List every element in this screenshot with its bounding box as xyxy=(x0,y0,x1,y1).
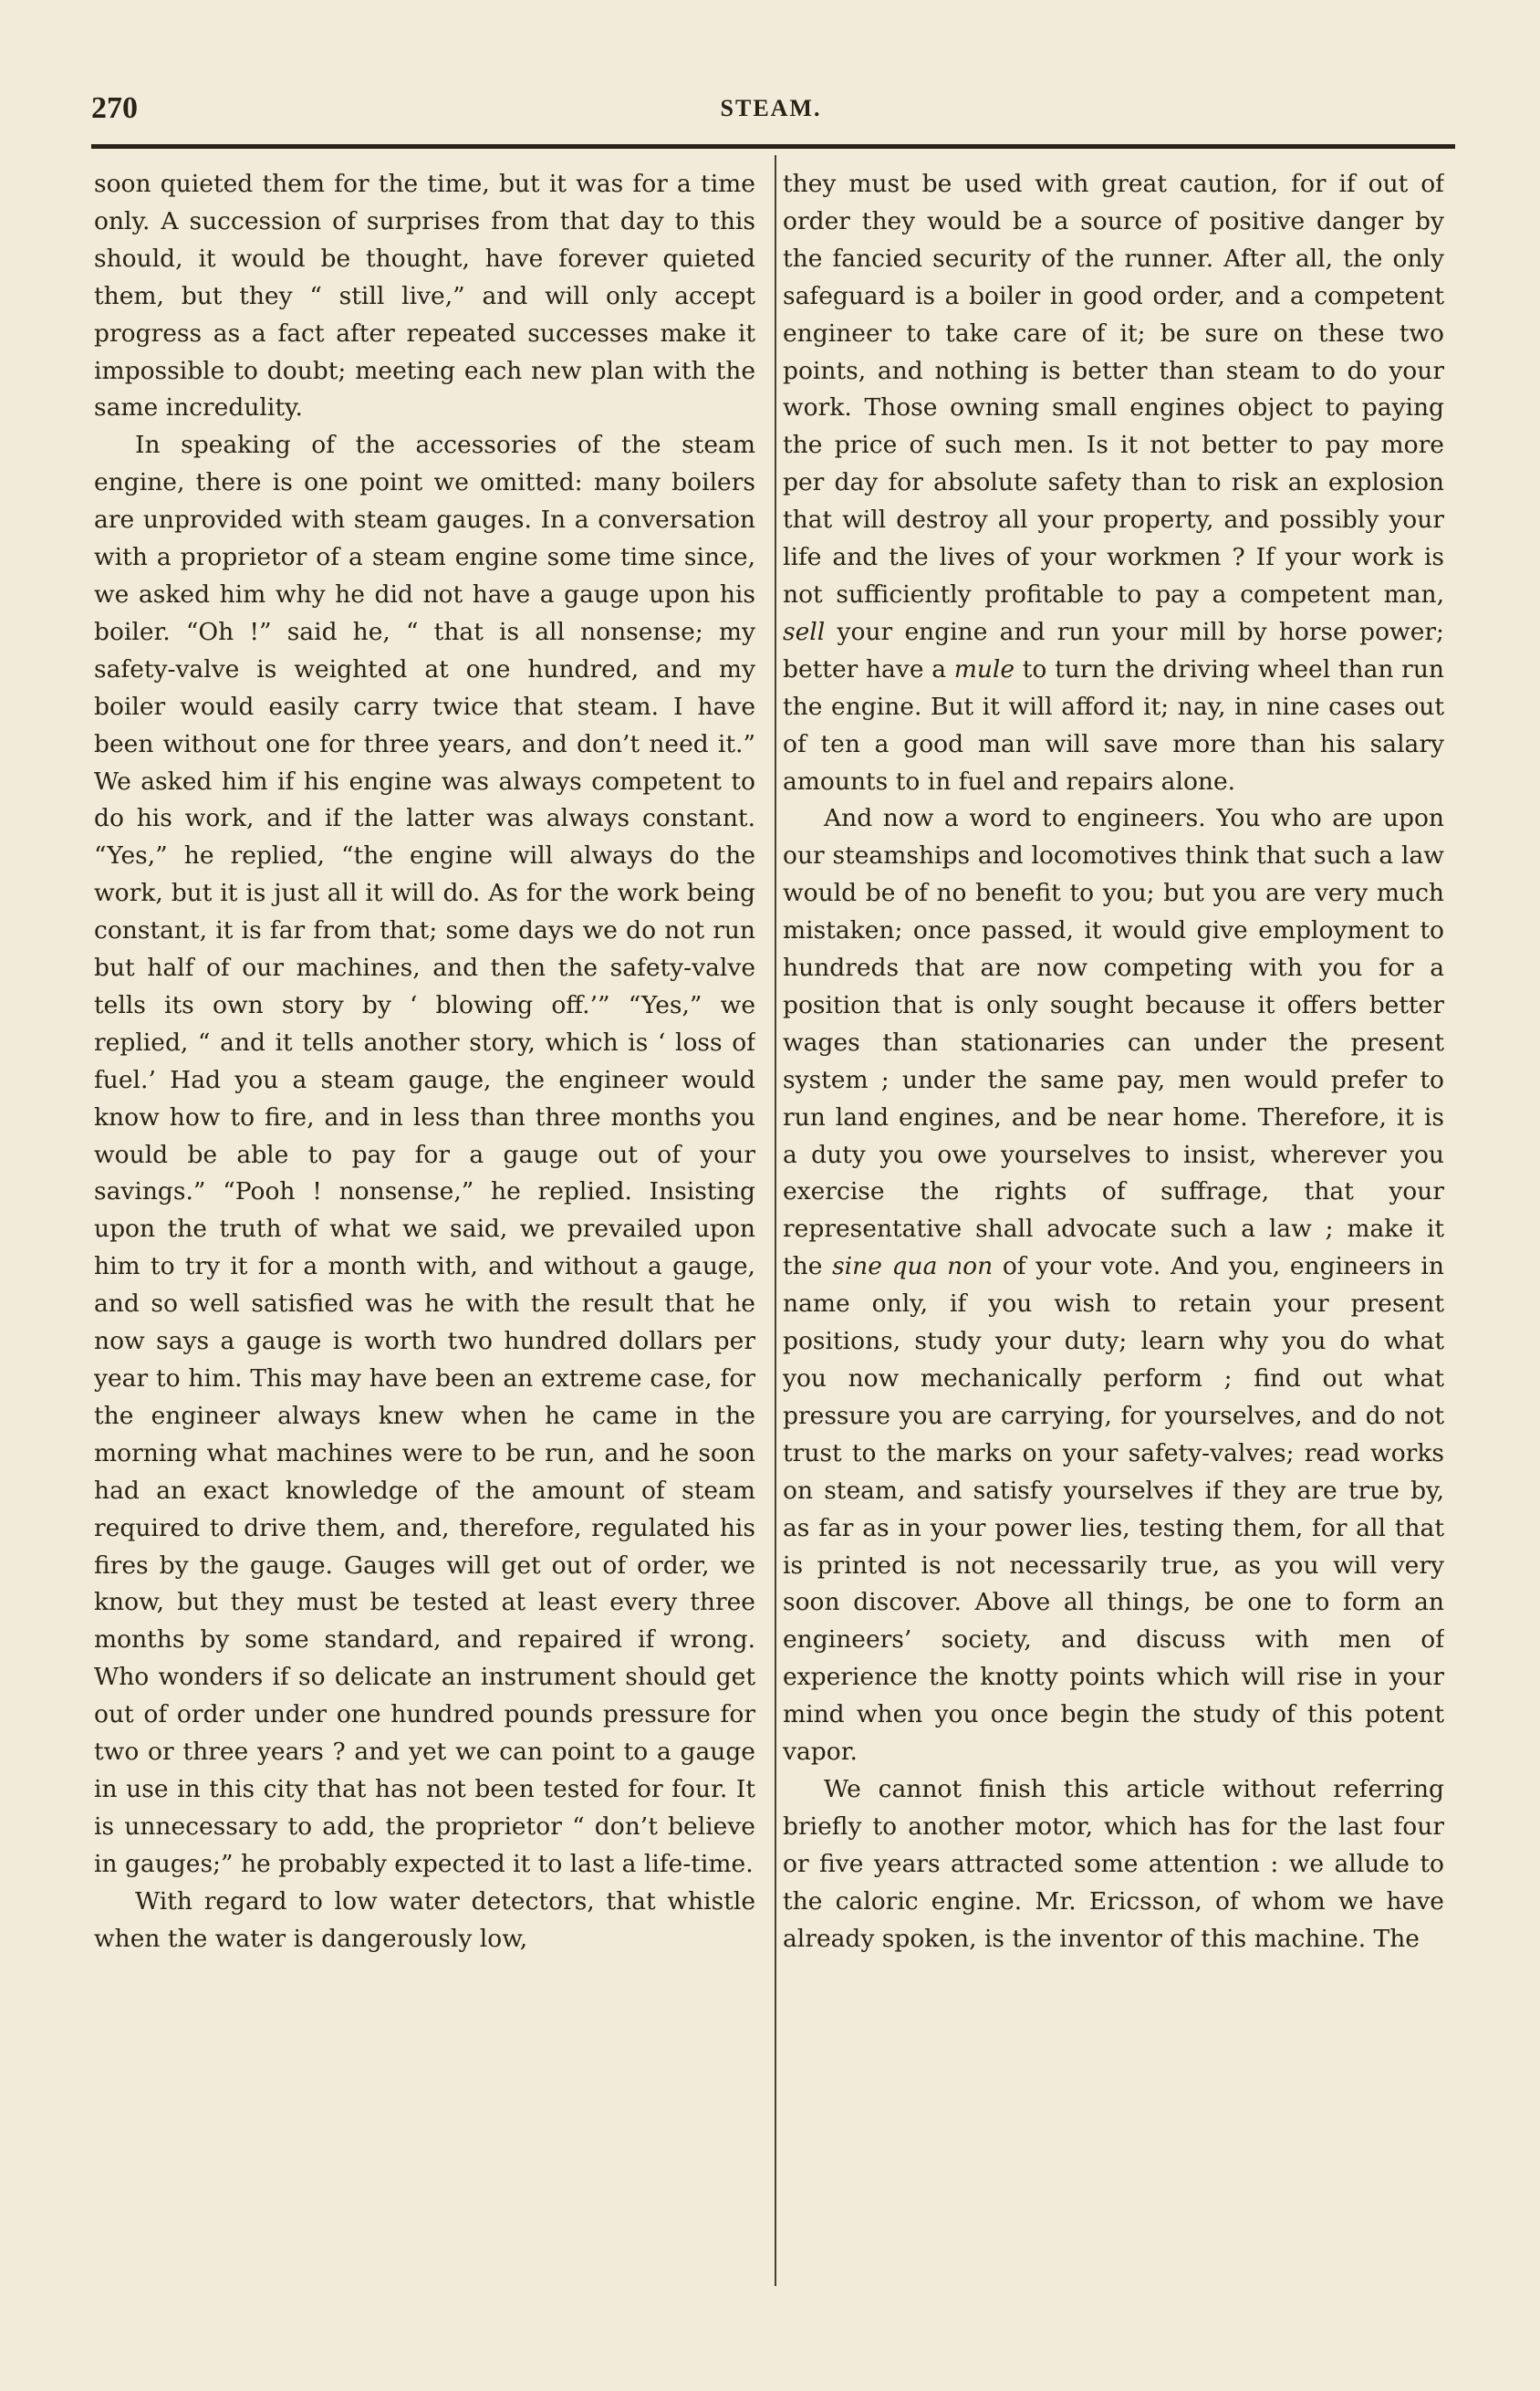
page-number: 270 xyxy=(91,91,138,125)
column-divider xyxy=(775,155,776,2286)
left-paragraph-2: In speaking of the accessories of the steam engine, there is one point we omitted: many boilers are unprovided with steam gauges. In a conversation with a proprietor of a steam engine some time since, we asked him why he did not have a gauge upon his boiler. “Oh !” said he, “ that is all nonsense; my safety-valve is weighted at one hundred, and my boiler would easily carry twice that steam. I have been without one for three years, and don’t need it.” We asked him if his engine was always competent to do his work, and if the latter was always constant. “Yes,” he replied, “the engine will always do the work, but it is just all it will do. As for the work being constant, it is far from that; some days we do not run but half of our machines, and then the safety-valve tells its own story by ‘ blowing off.’” “Yes,” we replied, “ and it tells another story, which is ‘ loss of fuel.’ Had you a steam gauge, the engineer would know how to fire, and in less than three months you would be able to pay for a gauge out of your savings.” “Pooh ! nonsense,” he replied. Insisting upon the truth of what we said, we prevailed upon him to try it for a month with, and without a gauge, and so well satisfied was he with the result that he now says a gauge is worth two hundred dollars per year to him. This may have been an extreme case, for the engineer always knew when he came in the morning what machines were to be run, and he soon had an exact knowledge of the amount of steam required to drive them, and, therefore, regulated his fires by the gauge. Gauges will get out of order, we know, but they must be tested at least every three months by some standard, and repaired if wrong. Who wonders if so delicate an instrument should get out of order under one hundred pounds pressure for two or three years ? and yet we can point to a gauge in use in this city that has not been tested for four. It is unnecessary to add, the proprietor “ don’t believe in gauges;” he probably expected it to last a life-time. xyxy=(94,431,755,1878)
right-p1-text-b: your engine and run your mill by horse power; better have a xyxy=(783,617,1444,684)
right-p2-text-a: And now a word to engineers. You who are upon our steamships and locomotives think that such a law would be of no benefit to you; but you are very much mistaken; once passed, it would give employment to hundreds that are now competing with you for a position that is only sought because it offers better wages than stationaries can under the present system ; under the same pay, men would prefer to run land engines, and be near home. Therefore, it is a duty you owe yourselves to insist, wherever you exercise the rights of suffrage, that your representative shall advocate such a law ; make it the xyxy=(783,804,1444,1281)
right-paragraph-2 xyxy=(783,800,1444,1771)
right-p2-emphasis-sine-qua-non: sine qua non xyxy=(832,1252,994,1281)
right-p1-text-c: to turn the driving wheel than run the engine. But it will afford it; nay, in nine cases out of ten a good man will save more than his salary amounts to in fuel and repairs alone. xyxy=(783,654,1444,796)
right-p2-text-b: of your vote. And you, engineers in name only, if you wish to retain your present positions, study your duty; learn why you do what you now mechanically perform ; find out what pressure you are carrying, for yourselves, and do not trust to the marks on your safety-valves; read works on steam, and satisfy yourselves if they are true by, as far as in your power lies, testing them, for all that is printed is not necessarily true, as you will very soon discover. Above all things, be one to form an engineers’ society, and discuss with men of experience the knotty points which will rise in your mind when you once begin the study of this potent vapor. xyxy=(783,1252,1444,1767)
right-paragraph-3: We cannot finish this article without referring briefly to another motor, which has for the last four or five years attracted some attention : we allude to the caloric engine. Mr. Ericsson, of whom we have already spoken, is the inventor of this machine. The xyxy=(783,1774,1444,1953)
right-p1-text-a: they must be used with great caution, for if out of order they would be a source of positive danger by the fancied security of the runner. After all, the only safeguard is a boiler in good order, and a competent engineer to take care of it; be sure on these two points, and nothing is better than steam to do your work. Those owning small engines object to paying the price of such men. Is it not better to pay more per day for absolute safety than to risk an explosion that will destroy all your property, and possibly your life and the lives of your workmen ? If your work is not sufficiently profitable to pay a competent man, xyxy=(783,170,1444,609)
right-paragraph-1 xyxy=(783,166,1444,800)
right-p1-emphasis-sell: sell xyxy=(783,617,826,646)
right-p1-emphasis-mule: mule xyxy=(953,654,1015,684)
page-header xyxy=(91,91,1451,128)
header-rule xyxy=(91,144,1455,149)
right-column xyxy=(783,166,1444,2292)
left-column xyxy=(94,166,755,2292)
left-paragraph-3: With regard to low water detectors, that whistle when the water is dangerously low, xyxy=(94,1886,755,1953)
left-paragraph-1: soon quieted them for the time, but it was for a time only. A succession of surprises from that day to this should, it would be thought, have forever quieted them, but they “ still live,” and will only accept progress as a fact after repeated successes make it impossible to doubt; meeting each new plan with the same incredulity. xyxy=(94,170,755,423)
running-title: STEAM. xyxy=(720,95,822,121)
